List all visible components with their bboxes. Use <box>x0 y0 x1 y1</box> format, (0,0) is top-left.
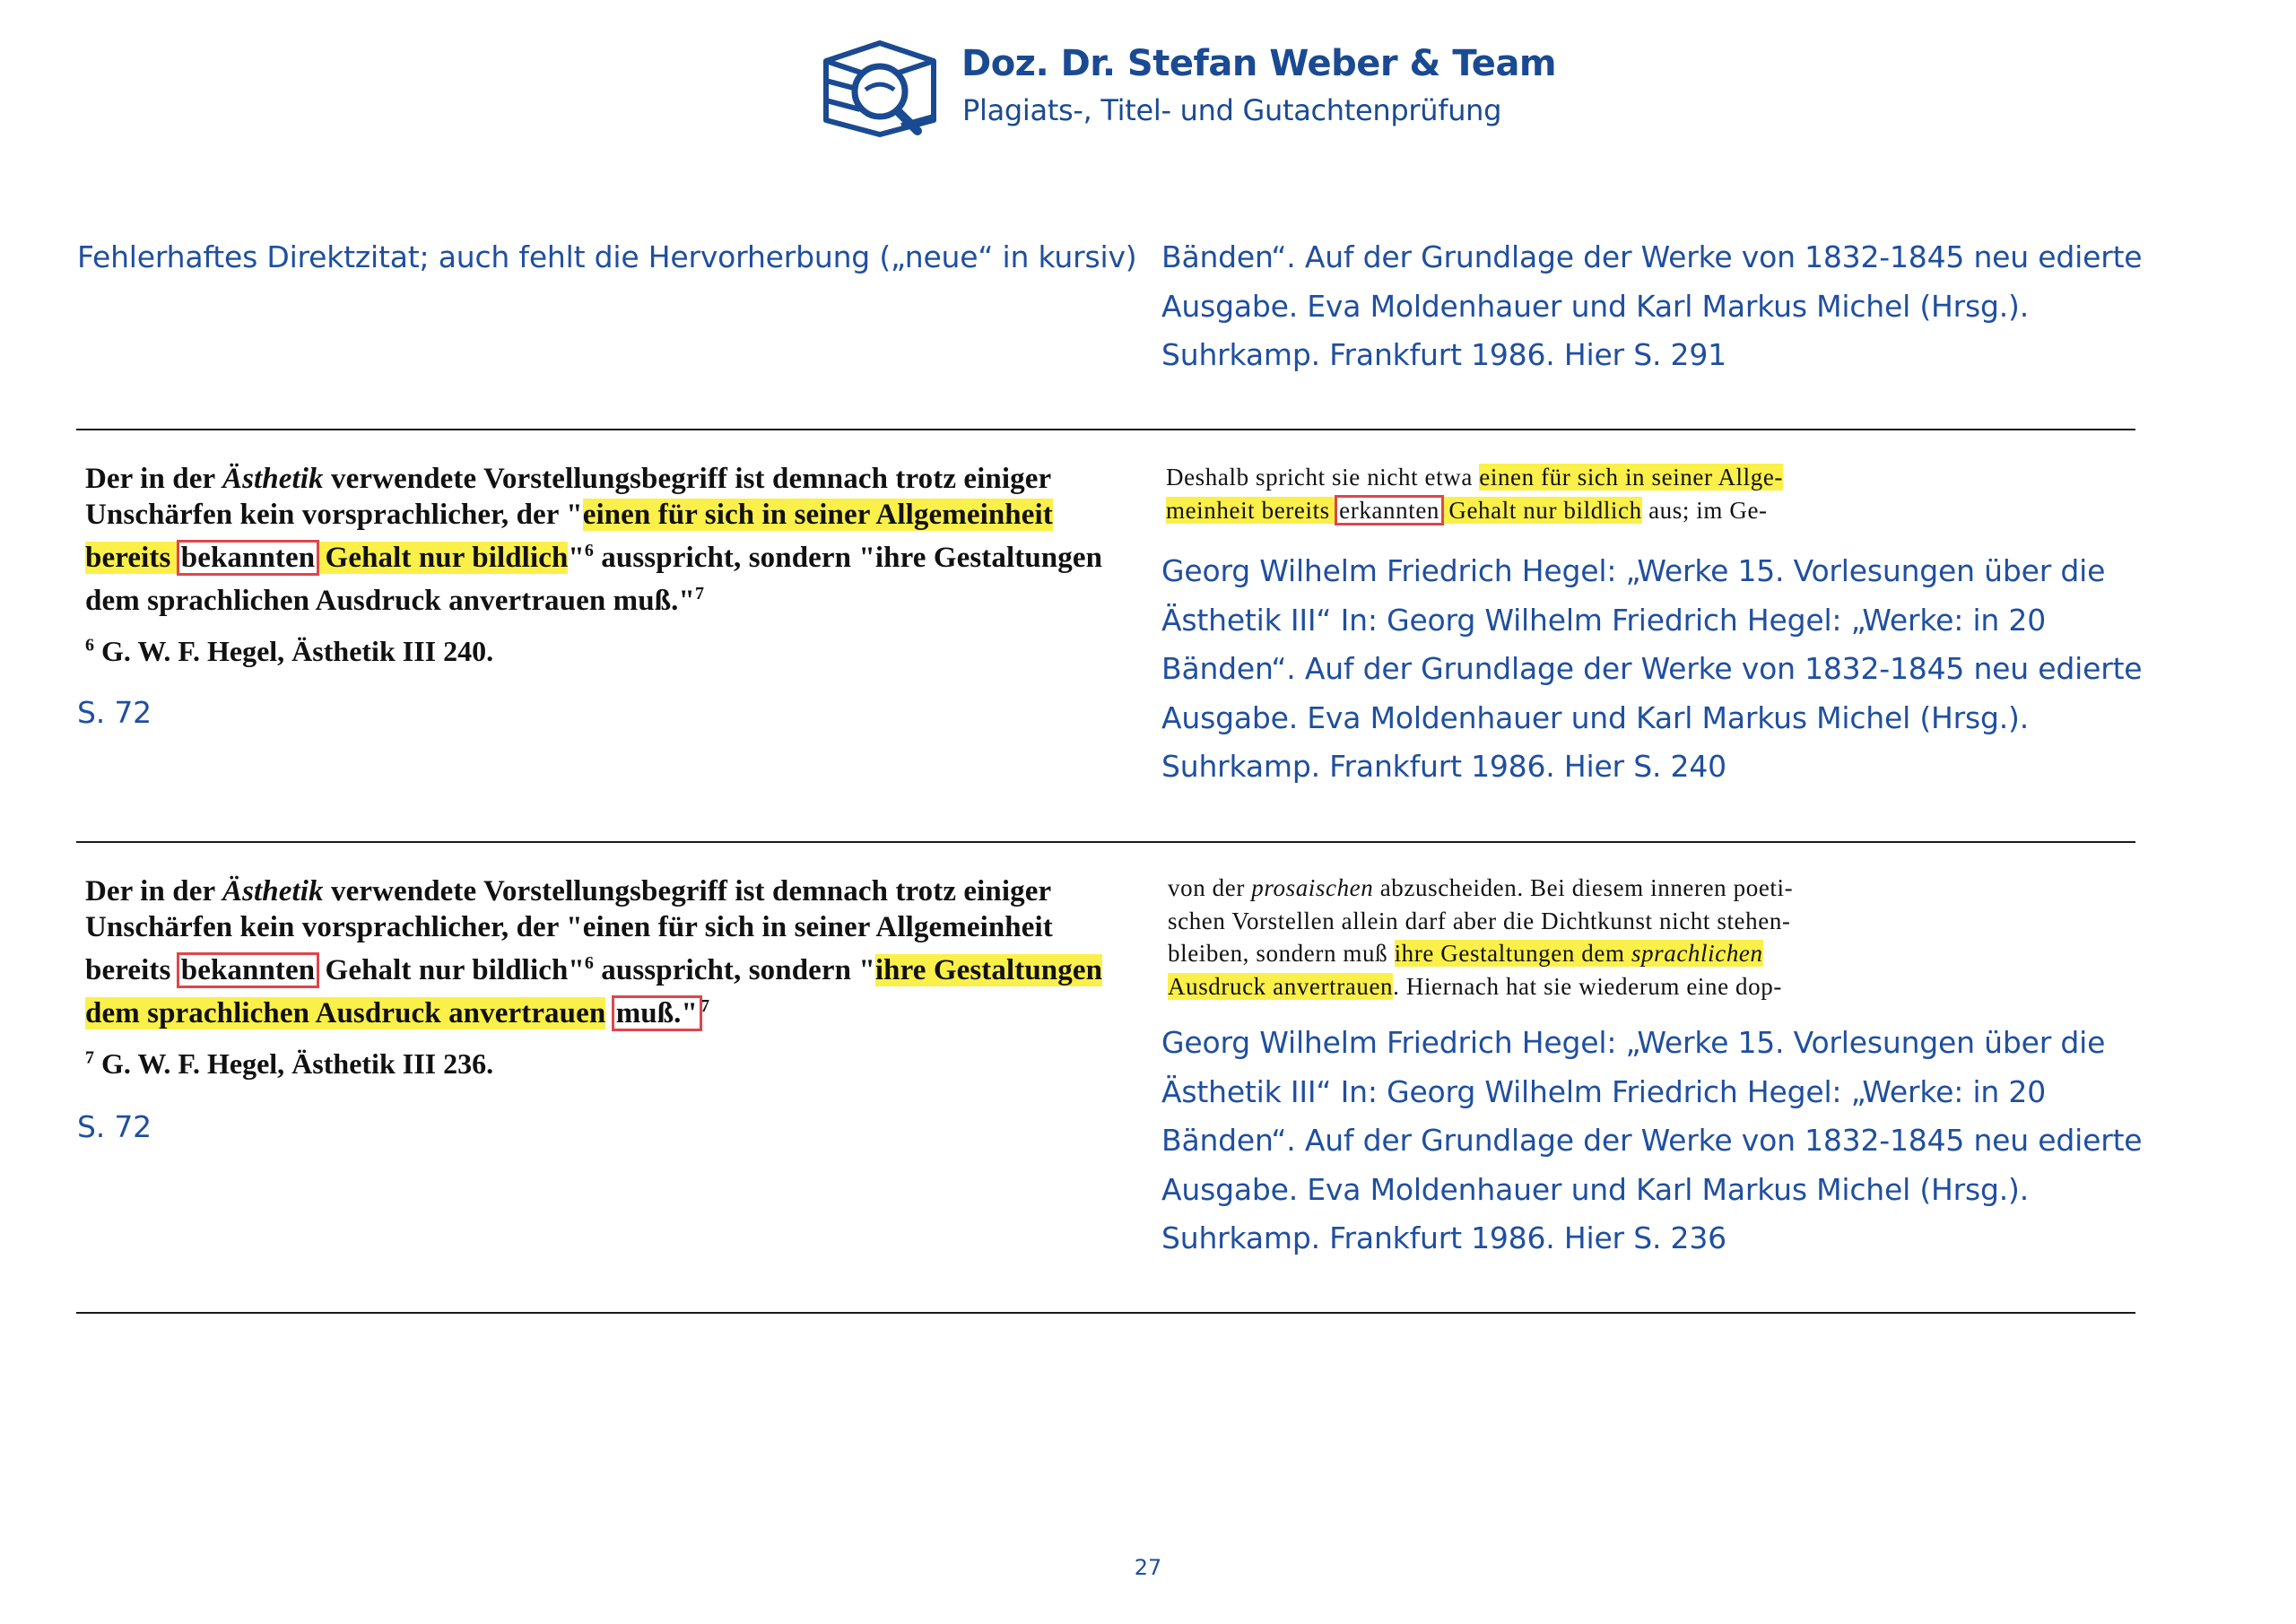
original-excerpt-2: von der prosaischen abzuscheiden. Bei diesem inneren poeti- schen Vorstellen allein darf aber die Dichtkunst nicht stehen- bleiben, sondern muß ihre Gestaltungen dem sprachlichen Ausdruck anvertrauen. Hiernach hat sie wiederum eine dop- <box>1168 874 1794 1000</box>
citation-line: Ästhetik III“ In: Georg Wilhelm Friedrich Hegel: „Werke: in 20 <box>1161 602 2047 638</box>
deviation-box: erkannten <box>1336 497 1442 524</box>
deviation-box: bekannten <box>178 542 317 574</box>
brand-title: Doz. Dr. Stefan Weber & Team <box>961 43 1557 84</box>
section-divider <box>76 1312 2135 1314</box>
brand-subtitle: Plagiats-, Titel- und Gutachtenprüfung <box>962 93 1502 127</box>
citation-line: Suhrkamp. Frankfurt 1986. Hier S. 236 <box>1161 1220 1726 1255</box>
citation-line: Ausgabe. Eva Moldenhauer und Karl Markus Michel (Hrsg.). <box>1161 288 2030 324</box>
error-comment: Fehlerhaftes Direktzitat; auch fehlt die Hervorherbung („neue“ in kursiv) <box>77 239 1137 274</box>
citation-line: Bänden“. Auf der Grundlage der Werke von 1832-1845 neu edierte <box>1161 651 2143 686</box>
source-citation-1 <box>1161 547 2142 792</box>
citation-line: Ästhetik III“ In: Georg Wilhelm Friedrich Hegel: „Werke: in 20 <box>1161 1073 2047 1109</box>
page-reference-2: S. 72 <box>77 1109 152 1144</box>
deviation-box: muß." <box>613 997 700 1029</box>
page-reference-1: S. 72 <box>77 695 152 730</box>
source-citation-top <box>1161 233 2142 380</box>
thesis-footnote-1: $^6$ G. W. F. Hegel, Ästhetik III 240. <box>85 635 494 667</box>
page-number: 27 <box>1134 1555 1162 1580</box>
citation-line: Ausgabe. Eva Moldenhauer und Karl Markus Michel (Hrsg.). <box>1161 699 2030 735</box>
section-divider <box>76 841 2135 843</box>
thesis-footnote-2: $^7$ G. W. F. Hegel, Ästhetik III 236. <box>85 1047 494 1080</box>
citation-line: Georg Wilhelm Friedrich Hegel: „Werke 15. Vorlesungen über die <box>1161 1025 2106 1060</box>
book-stack-magnifier-icon <box>821 38 937 138</box>
page-header <box>821 32 1557 140</box>
citation-line: Bänden“. Auf der Grundlage der Werke von 1832-1845 neu edierte <box>1161 239 2143 274</box>
original-excerpt-1: Deshalb spricht sie nicht etwa einen für sich in seiner Allge- meinheit bereits erkannten Gehalt nur bildlich aus; im Ge- <box>1166 464 1784 524</box>
citation-line: Bänden“. Auf der Grundlage der Werke von 1832-1845 neu edierte <box>1161 1123 2143 1158</box>
source-citation-2 <box>1161 1019 2142 1264</box>
thesis-excerpt-1: Der in der Ästhetik verwendete Vorstellungsbegriff ist demnach trotz einiger Unschärfen kein vorsprachlicher, der "einen für sich in seiner Allgemeinheit bereits bekannten Gehalt nur bildlich"$^6$ ausspricht, sondern "ihre Gestaltungen dem sprachlichen Ausdruck anvertrauen muß."$^7$ <box>85 463 1103 617</box>
citation-line: Suhrkamp. Frankfurt 1986. Hier S. 240 <box>1161 749 1726 784</box>
section-divider <box>76 429 2135 430</box>
deviation-box: bekannten <box>178 954 317 986</box>
citation-line: Georg Wilhelm Friedrich Hegel: „Werke 15. Vorlesungen über die <box>1161 553 2106 588</box>
highlight: einen für sich in seiner Allgemeinheit <box>582 499 1053 531</box>
citation-line: Ausgabe. Eva Moldenhauer und Karl Markus Michel (Hrsg.). <box>1161 1171 2030 1207</box>
thesis-excerpt-2: Der in der Ästhetik verwendete Vorstellungsbegriff ist demnach trotz einiger Unschärfen kein vorsprachlicher, der "einen für sich in seiner Allgemeinheit bereits bekannten Gehalt nur bildlich"$^6$ ausspricht, sondern "ihre Gestaltungen dem sprachlichen Ausdruck anvertrauen muß." $^7$ <box>85 875 1103 1029</box>
citation-line: Suhrkamp. Frankfurt 1986. Hier S. 291 <box>1161 337 1726 372</box>
